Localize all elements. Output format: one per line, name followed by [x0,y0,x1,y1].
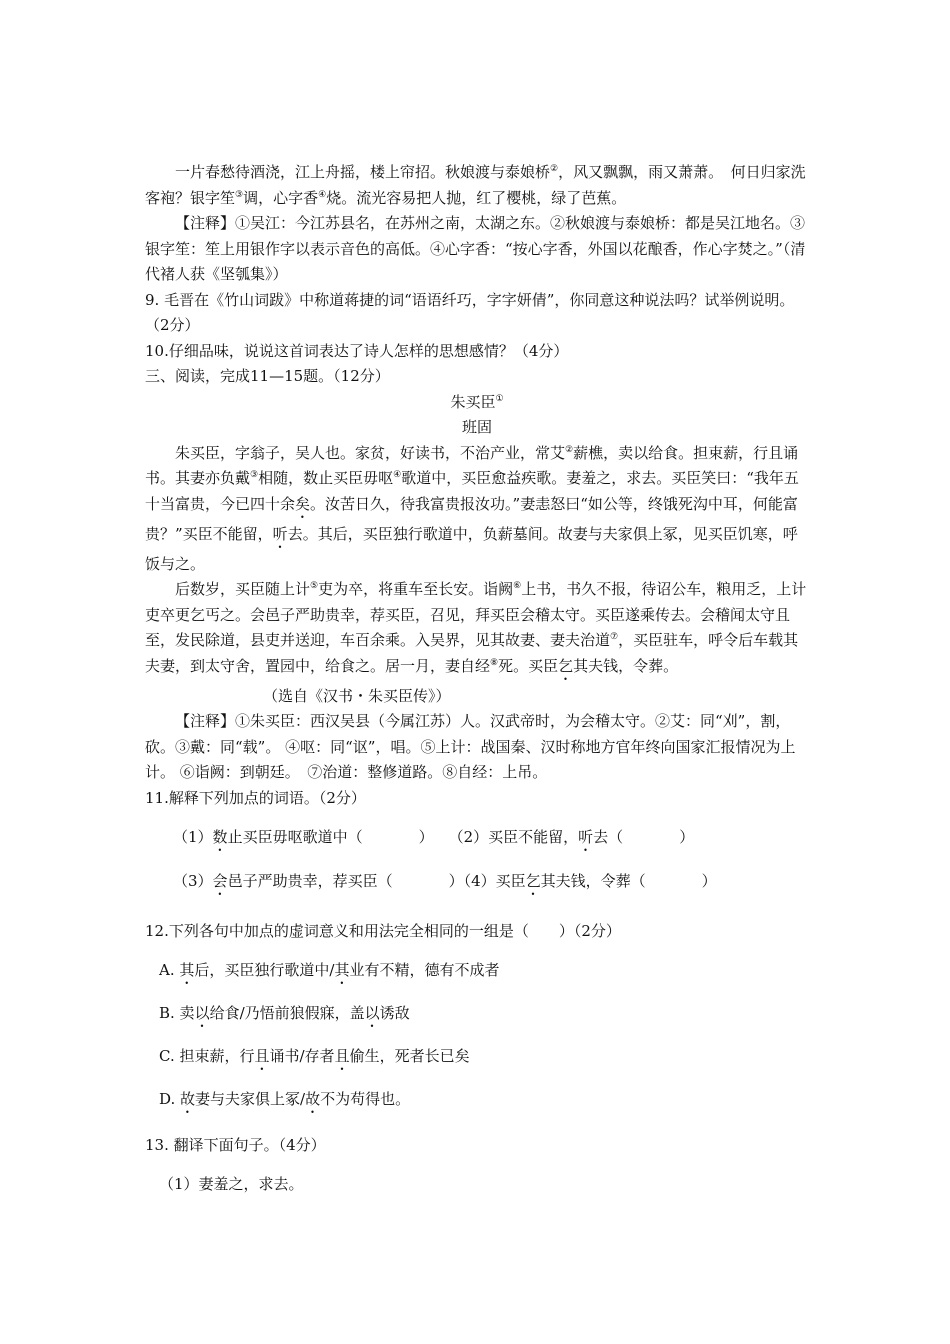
question-12: 12.下列各句中加点的虚词意义和用法完全相同的一组是（ ）（2分） [145,922,621,940]
question-11-row-2: （3）会邑子严助贵幸，荐买臣（ ）（4）买臣乞其夫钱，令葬（ ） [173,872,717,890]
question-13: 13. 翻译下面句子。（4分） [145,1135,326,1154]
passage-author: 班固 [461,418,492,436]
option-a[interactable]: A. 其后，买臣独行歌道中/其业有不精，德有不成者 [159,960,500,979]
option-b[interactable]: B. 卖以给食/乃悟前狼假寐，盖以诱敌 [159,1003,410,1022]
passage-notes: 【注释】①朱买臣：西汉吴县（今属江苏）人。汉武帝时，为会稽太守。②艾：同“刈”，割，砍。③戴：同“载”。 ④呕：同“讴”，唱。⑤上计：战国秦、汉时称地方官年终向国家汇报情况为上计。 ⑥诣阙：到朝廷。 ⑦治道：整修道路。⑧自经：上吊。 [145,712,796,781]
question-13-item-1: （1）妻羞之，求去。 [159,1175,304,1193]
document-page [145,160,809,1198]
passage-paragraph-2: 后数岁，买臣随上计⑤吏为卒，将重车至长安。诣阙⑥上书，书久不报，待诏公车，粮用乏，上计吏卒更乞丐之。会邑子严助贵幸，荐买臣，召见，拜买臣会稽太守。买臣遂乘传去。会稽闻太守且至，发民除道，县吏并送迎，车百余乘。入吴界，见其故妻、妻夫治道⑦，买臣驻车，呼令后车载其夫妻，到太守舍，置园中，给食之。居一月，妻自经⑧死。买臣乞其夫钱，令葬。（选自《汉书・朱买臣传》） [145,580,807,705]
passage-title: 朱买臣① [450,392,504,411]
poem-text: 一片春愁待酒浇，江上舟摇，楼上帘招。秋娘渡与泰娘桥②，风又飘飘，雨又萧萧。 何日归家洗客袍？银字笙③调，心字香④烧。流光容易把人抛，红了樱桃，绿了芭蕉。 [145,163,806,207]
question-9: 9. 毛晋在《竹山词跋》中称道蒋捷的词“语语纤巧，字字妍倩”，你同意这种说法吗？试举例说明。（2分） [145,290,795,334]
option-d[interactable]: D. 故妻与夫家俱上冢/故不为苟得也。 [159,1089,411,1108]
question-11-row-1: （1）数止买臣毋呕歌道中（ ） （2）买臣不能留，听去（ ） [173,828,695,846]
passage-paragraph-1: 朱买臣，字翁子，吴人也。家贫，好读书，不治产业，常艾②薪樵，卖以给食。担束薪，行且诵书。其妻亦负戴③相随，数止买臣毋呕④歌道中，买臣愈益疾歌。妻羞之，求去。买臣笑曰：“我年五十当富贵，今已四十余矣。汝苦日久，待我富贵报汝功。”妻恚怒曰“如公等，终饿死沟中耳，何能富贵？”买臣不能留，听去。其后，买臣独行歌道中，负薪墓间。故妻与夫家俱上冢，见买臣饥寒，呼饭与之。 [145,443,799,573]
passage-source: （选自《汉书・朱买臣传》） [263,686,451,705]
question-10: 10.仔细品味，说说这首词表达了诗人怎样的思想感情？（4分） [145,341,569,360]
poem-notes: 【注释】①吴江：今江苏县名，在苏州之南，太湖之东。②秋娘渡与泰娘桥：都是吴江地名。③银字笙：笙上用银作字以表示音色的高低。④心字香：“按心字香，外国以花酿香，作心字焚之。”（清代褚人获《坚瓠集》） [145,214,806,283]
option-c[interactable]: C. 担束薪，行且诵书/存者且偷生，死者长已矣 [159,1046,470,1065]
section-3-heading: 三、阅读，完成11—15题。（12分） [145,367,390,385]
question-11: 11.解释下列加点的词语。（2分） [145,788,366,807]
